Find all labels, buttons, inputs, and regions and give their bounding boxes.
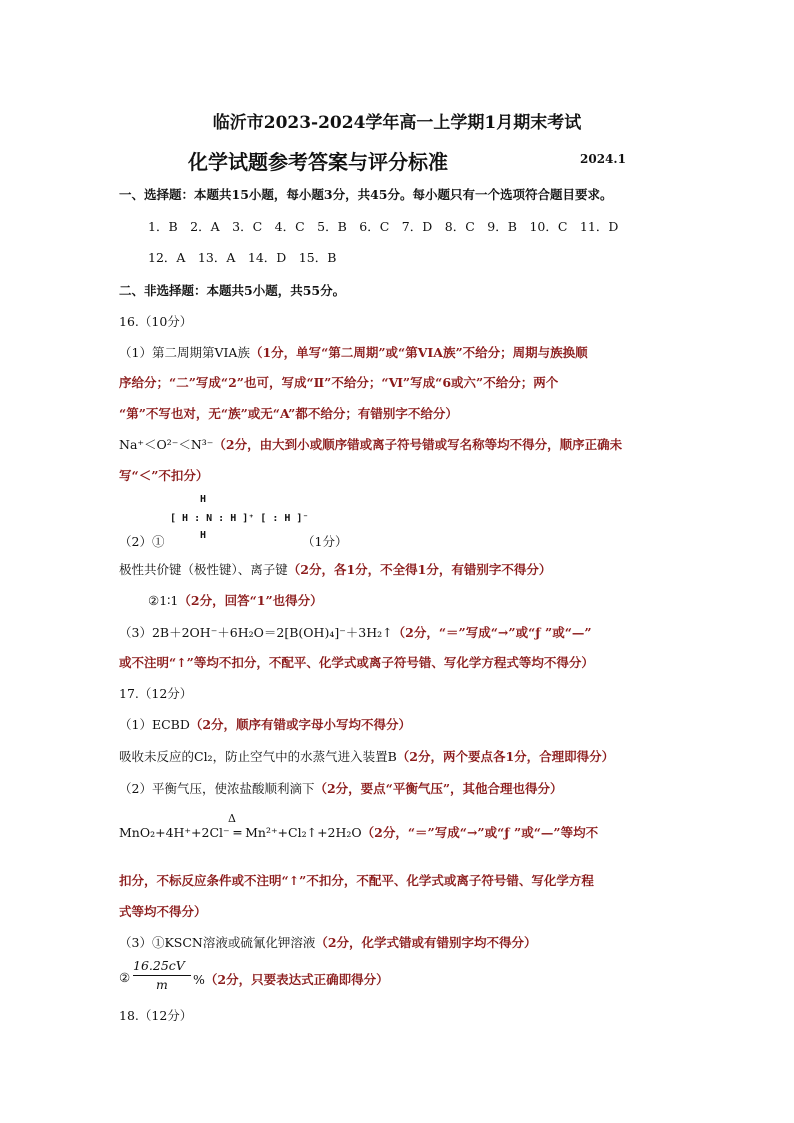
exam-title: 临沂市2023-2024学年高一上学期1月期末考试: [212, 113, 582, 133]
q17-p2-rubric: （2分，两个要点各1分，合理即得分）: [396, 749, 615, 764]
q17-p2: [119, 748, 614, 766]
formula-numerator: 16.25cV: [133, 958, 185, 973]
q17-p1: [119, 716, 411, 734]
q16-p1-answer: （1）第二周期第VIA族: [119, 345, 250, 360]
q16-p1-rubric-3: “第”不写也对，无“族”或无“A”都不给分；有错别字不给分）: [119, 406, 458, 421]
formula-index: ②: [119, 970, 131, 985]
q16-p6-rubric-2: 或不注明“↑”等均不扣分，不配平、化学式或离子符号错、写化学方程式等均不得分）: [119, 655, 594, 670]
q17-p3: [119, 780, 563, 798]
q18-label: 18.（12分）: [119, 1008, 193, 1023]
q16-p2-rubric: （2分，由大到小或顺序错或离子符号错或写名称等均不得分，顺序正确未: [213, 437, 623, 452]
section1-heading: 一、选择题：本题共15小题，每小题3分，共45分。每小题只有一个选项符合题目要求。: [119, 187, 613, 202]
q16-p6: [119, 624, 592, 642]
struct-bottom-h: H: [200, 530, 207, 541]
percent-sign: %: [193, 972, 205, 987]
q17-p5: [119, 934, 537, 952]
section2-heading: 二、非选择题：本题共5小题，共55分。: [119, 283, 346, 298]
q17-p2-answer: 吸收未反应的Cl₂，防止空气中的水蒸气进入装置B: [119, 749, 397, 764]
q17-label: 17.（12分）: [119, 686, 193, 701]
electron-dot-structure: [170, 494, 309, 544]
q16-p5-answer: ②1∶1: [148, 593, 179, 608]
q17-p3-rubric: （2分，要点“平衡气压”，其他合理也得分）: [314, 781, 563, 796]
q17-p4-rubric: （2分，“＝”写成“→”或“ƒ ”或“—”等均不: [361, 825, 599, 840]
q16-p5: [148, 592, 323, 610]
q16-p6-rubric: （2分，“＝”写成“→”或“ƒ ”或“—”: [392, 625, 592, 640]
q16-p3-score: （1分）: [302, 534, 348, 549]
formula-tail: [193, 970, 389, 988]
struct-top-h: H: [200, 494, 207, 505]
q16-p4-answer: 极性共价键（极性键）、离子键: [119, 562, 288, 577]
q17-p3-answer: （2）平衡气压，使浓盐酸顺利滴下: [119, 781, 315, 796]
q17-p5-rubric: （2分，化学式错或有错别字均不得分）: [315, 935, 537, 950]
struct-main: [ H : N : H ]⁺ [ : H ]⁻: [170, 513, 309, 524]
q16-p1-rubric: （1分，单写“第二周期”或“第VIA族”不给分；周期与族换顺: [249, 345, 588, 360]
q17-p4-rubric-2: 扣分，不标反应条件或不注明“↑”不扣分，不配平、化学式或离子符号错、写化学方程: [119, 873, 594, 888]
q16-p3: （2）①: [119, 534, 165, 549]
q17-formula-rubric: （2分，只要表达式正确即得分）: [204, 972, 389, 987]
q17-p1-rubric: （2分，顺序有错或字母小写均不得分）: [189, 717, 412, 732]
q16-p4-rubric: （2分，各1分，不全得1分，有错别字不得分）: [287, 562, 552, 577]
q16-p5-rubric: （2分，回答“1”也得分）: [178, 593, 323, 608]
q16-p2: [119, 436, 622, 454]
fraction-bar: [133, 975, 191, 976]
q17-p1-answer: （1）ECBD: [119, 717, 190, 732]
heat-condition-symbol: Δ: [228, 812, 236, 825]
q17-p4-rubric-3: 式等均不得分）: [119, 904, 207, 919]
q17-p4-equation: MnO₂+4H⁺+2Cl⁻ ═ Mn²⁺+Cl₂↑+2H₂O: [119, 825, 362, 840]
q16-p2-rubric-2: 写“＜”不扣分）: [119, 468, 209, 483]
q16-p1: [119, 344, 588, 362]
q16-p4: [119, 561, 551, 579]
choice-answers-row1: 1．B 2．A 3．C 4．C 5．B 6．C 7．D 8．C 9．B 10．C 11．D: [148, 219, 619, 234]
exam-subtitle: 化学试题参考答案与评分标准: [188, 150, 448, 174]
formula-denominator: m: [156, 977, 168, 992]
q16-label: 16.（10分）: [119, 314, 193, 329]
exam-date: 2024.1: [580, 152, 626, 166]
q16-p2-answer: Na⁺＜O²⁻＜N³⁻: [119, 437, 214, 452]
q16-p1-rubric-2: 序给分；“二”写成“2”也可，写成“Ⅱ”不给分；“Ⅵ”写成“6或六”不给分；两个: [119, 375, 559, 390]
choice-answers-row2: 12．A 13．A 14．D 15．B: [148, 250, 337, 265]
q17-p4: [119, 824, 598, 842]
q16-p6-answer: （3）2B＋2OH⁻＋6H₂O＝2[B(OH)₄]⁻＋3H₂↑: [119, 625, 393, 640]
q17-p5-answer: （3）①KSCN溶液或硫氰化钾溶液: [119, 935, 316, 950]
